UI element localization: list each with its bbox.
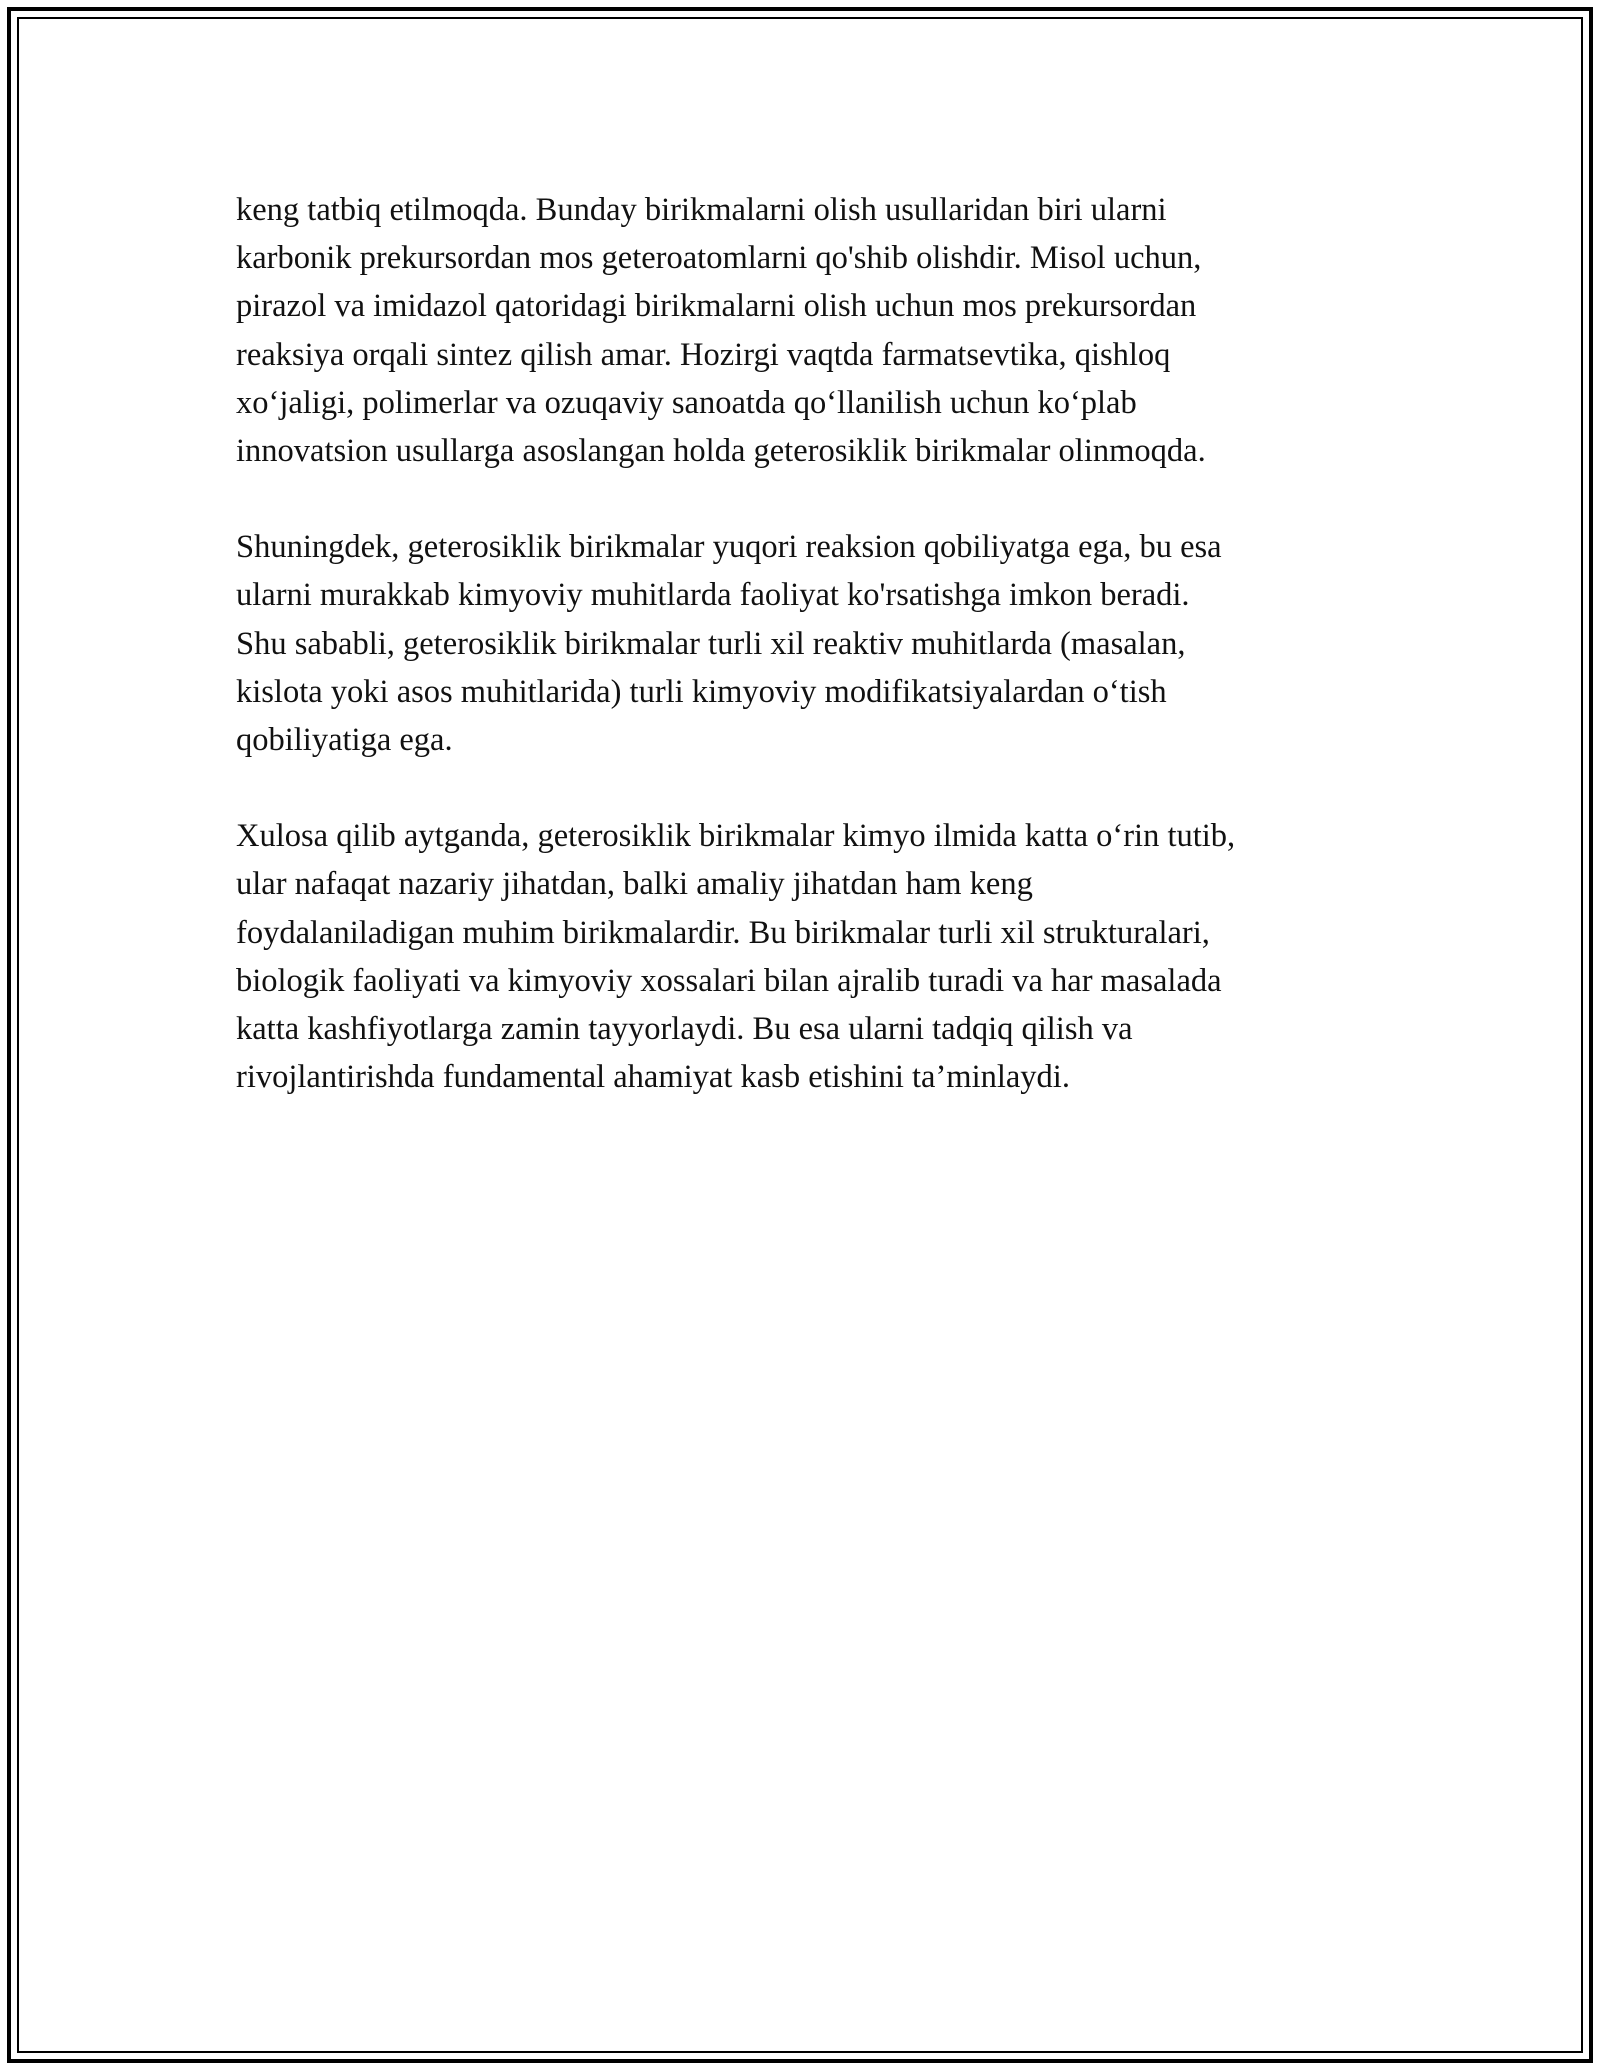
text-line: qobiliyatiga ega.	[236, 722, 453, 759]
page-body	[236, 186, 1376, 1101]
text-line: kislota yoki asos muhitlarida) turli kimyoviy modifikatsiyalardan o‘tish	[236, 673, 1167, 710]
text-line: reaksiya orqali sintez qilish amar. Hozirgi vaqtda farmatsevtika, qishloq	[236, 336, 1171, 373]
paragraph-intro-synthesis	[236, 186, 1376, 475]
text-line: ular nafaqat nazariy jihatdan, balki amaliy jihatdan ham keng	[236, 866, 1033, 903]
text-line: Shuningdek, geterosiklik birikmalar yuqori reaksion qobiliyatga ega, bu esa	[236, 529, 1222, 566]
text-line: Shu sababli, geterosiklik birikmalar turli xil reaktiv muhitlarda (masalan,	[236, 625, 1186, 662]
text-line: katta kashfiyotlarga zamin tayyorlaydi. Bu esa ularni tadqiq qilish va	[236, 1011, 1133, 1048]
paragraph-conclusion	[236, 812, 1376, 1101]
text-line: innovatsion usullarga asoslangan holda geterosiklik birikmalar olinmoqda.	[236, 433, 1206, 470]
text-line: rivojlantirishda fundamental ahamiyat kasb etishini ta’minlaydi.	[236, 1059, 1070, 1096]
text-line: foydalaniladigan muhim birikmalardir. Bu birikmalar turli xil strukturalari,	[236, 914, 1210, 951]
text-line: pirazol va imidazol qatoridagi birikmalarni olish uchun mos prekursordan	[236, 288, 1197, 325]
text-line: xo‘jaligi, polimerlar va ozuqaviy sanoatda qo‘llanilish uchun ko‘plab	[236, 384, 1137, 421]
text-line: keng tatbiq etilmoqda. Bunday birikmalarni olish usullaridan biri ularni	[236, 192, 1167, 228]
text-line: Xulosa qilib aytganda, geterosiklik birikmalar kimyo ilmida katta o‘rin tutib,	[236, 818, 1236, 855]
paragraph-reactivity	[236, 523, 1376, 764]
text-line: biologik faoliyati va kimyoviy xossalari bilan ajralib turadi va har masalada	[236, 962, 1222, 999]
text-line: ularni murakkab kimyoviy muhitlarda faoliyat ko'rsatishga imkon beradi.	[236, 577, 1190, 614]
text-line: karbonik prekursordan mos geteroatomlarni qo'shib olishdir. Misol uchun,	[236, 240, 1202, 277]
